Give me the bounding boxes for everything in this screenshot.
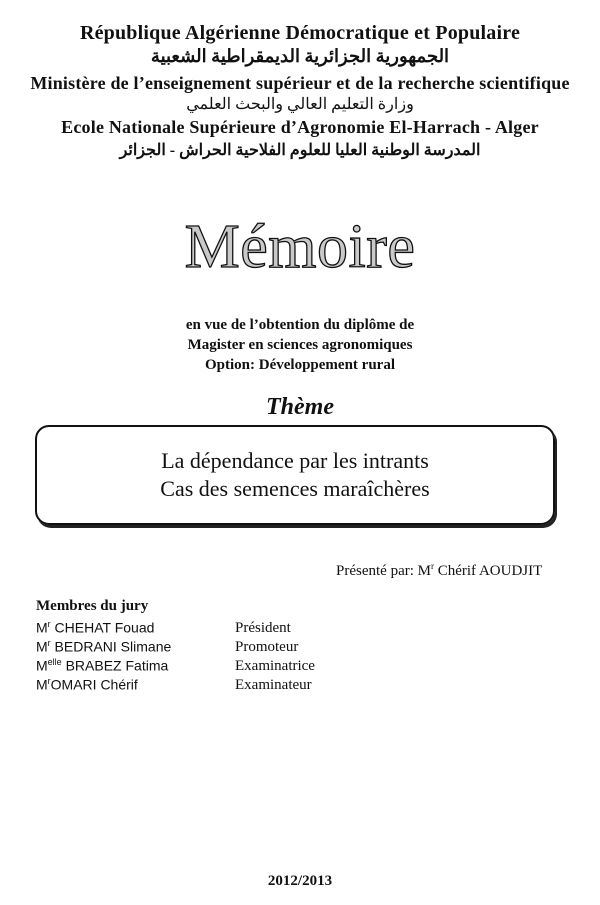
- jury-member-name: [36, 638, 171, 655]
- presented-by: [336, 561, 542, 580]
- theme-box: [35, 425, 555, 525]
- jury-title: Membres du jury: [36, 598, 149, 614]
- academic-year: 2012/2013: [267, 873, 333, 889]
- theme-label: Thème: [266, 394, 334, 420]
- jury-member-title-sup: r: [47, 676, 51, 686]
- jury-member-name: [36, 676, 138, 693]
- theme-title-line-1: La dépendance par les intrants: [161, 448, 429, 473]
- theme-title-line-2: Cas des semences maraîchères: [160, 476, 430, 501]
- jury-member-role: Promoteur: [235, 639, 299, 655]
- jury-member-title: M: [36, 638, 48, 655]
- jury-member-title-sup: r: [47, 638, 51, 648]
- purpose-line-3: Option: Développement rural: [205, 357, 395, 373]
- ministry-name-fr: Ministère de l’enseignement supérieur et de la recherche scientifique: [30, 73, 570, 93]
- school-name-fr: Ecole Nationale Supérieure d’Agronomie El-Harrach - Alger: [61, 117, 539, 137]
- jury-member-role: Président: [235, 620, 291, 636]
- purpose-line-1: en vue de l’obtention du diplôme de: [185, 317, 415, 333]
- ministry-name-ar: وزارة التعليم العالي والبحث العلمي: [186, 96, 414, 113]
- jury-member-title: M: [36, 619, 48, 636]
- jury-member-title: M: [36, 676, 48, 693]
- jury-member-title: M: [36, 657, 48, 674]
- school-name-ar: المدرسة الوطنية العليا للعلوم الفلاحية الحراش - الجزائر: [119, 142, 481, 159]
- jury-member-name-text: BEDRANI Slimane: [50, 638, 172, 655]
- purpose-line-2: Magister en sciences agronomiques: [187, 337, 413, 353]
- jury-member-title-sup: elle: [47, 657, 62, 667]
- jury-member-name: [36, 619, 154, 636]
- document-title: Mémoire: [184, 213, 416, 281]
- jury-member-name-text: CHEHAT Fouad: [50, 619, 155, 636]
- jury-member-role: Examinateur: [235, 677, 312, 693]
- jury-member-name-text: OMARI Chérif: [50, 676, 138, 693]
- jury-member-name-text: BRABEZ Fatima: [61, 657, 169, 674]
- presented-by-name: Chérif AOUDJIT: [433, 563, 543, 579]
- republic-name-ar: الجمهورية الجزائرية الديمقراطية الشعبية: [150, 46, 450, 66]
- presented-by-prefix: Présenté par: M: [336, 563, 431, 579]
- presented-by-title-sup: r: [430, 561, 434, 571]
- jury-member-name: [36, 657, 168, 674]
- republic-name-fr: République Algérienne Démocratique et Populaire: [79, 22, 521, 44]
- jury-member-title-sup: r: [47, 619, 51, 629]
- jury-member-role: Examinatrice: [235, 658, 315, 674]
